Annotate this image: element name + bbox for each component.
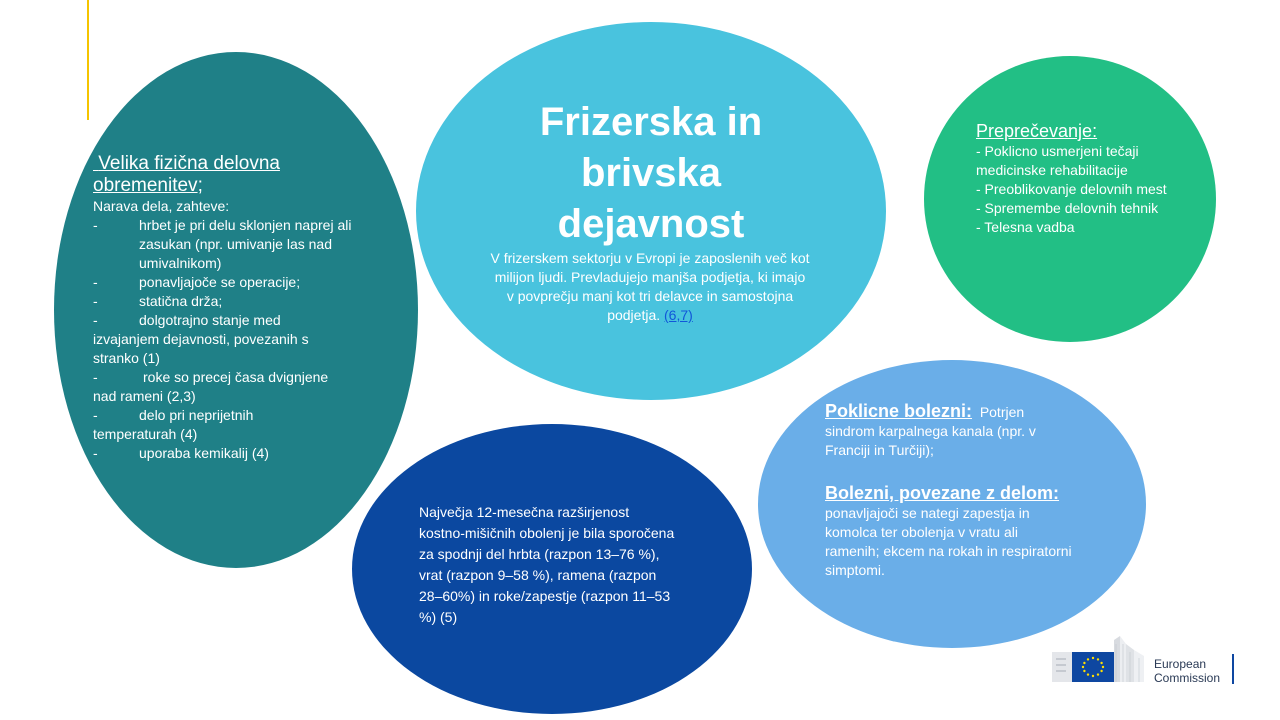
list-item-continued: temperaturah (4): [93, 426, 198, 442]
list-item: - dolgotrajno stanje med: [93, 312, 281, 328]
diseases-text: [825, 400, 1075, 580]
commission-label: European Commission: [1154, 657, 1221, 685]
list-item-continued: izvajanjem dejavnosti, povezanih s stranko (1): [93, 331, 309, 366]
list-item: - statična drža;: [93, 293, 223, 309]
prevention-text: [976, 120, 1176, 237]
list-item: - Spremembe delovnih tehnik: [976, 200, 1159, 216]
list-item: - Preoblikovanje delovnih mest: [976, 181, 1167, 197]
workload-intro: Narava dela, zahteve:: [93, 198, 230, 214]
list-item: - Telesna vadba: [976, 219, 1075, 235]
sector-description: V frizerskem sektorju v Evropi je zaposlenih več kot milijon ljudi. Prevladujejo manjša podjetja, ki imajo v povprečju manj kot tri delavce in samostojna podjetja. (6,7): [490, 250, 810, 323]
work-related-diseases: Bolezni, povezane z delom: ponavljajoči se nategi zapestja in komolca ter obolenja v vratu ali ramenih; ekcem na rokah in respiratorni simptomi.: [825, 483, 1072, 578]
list-item: - hrbet je pri delu sklonjen naprej ali zasukan (npr. umivanje las nad umivalnikom): [93, 217, 352, 271]
prevention-heading: Preprečevanje:: [976, 121, 1098, 141]
list-item: - uporaba kemikalij (4): [93, 445, 269, 461]
european-commission-logo: [1052, 634, 1234, 684]
logo-divider: [1232, 654, 1234, 684]
commission-building-icon: [1052, 634, 1152, 684]
list-item: - delo pri neprijetnih: [93, 407, 254, 423]
occupational-diseases: Poklicne bolezni: Potrjen sindrom karpalnega kanala (npr. v Franciji in Turčiji);: [825, 401, 1036, 458]
workload-text: [93, 153, 353, 463]
prevalence-text: Največja 12-mesečna razširjenost kostno-mišičnih obolenj je bila sporočena za spodnji del hrbta (razpon 13–76 %), vrat (razpon 9–58 %), ramena (razpon 28–60%) in roke/zapestje (razpon 11–53 %) (5): [419, 504, 675, 625]
workload-heading: Velika fizična delovna obremenitev;: [93, 153, 280, 196]
reference-link[interactable]: (6,7): [664, 307, 693, 323]
list-item: - ponavljajoče se operacije;: [93, 274, 301, 290]
list-item: - Poklicno usmerjeni tečaji medicinske rehabilitacije: [976, 143, 1139, 178]
list-item-continued: nad rameni (2,3): [93, 388, 196, 404]
list-item: - roke so precej časa dvignjene: [93, 369, 329, 385]
slide-title: Frizerska in brivska dejavnost: [539, 100, 763, 246]
accent-line: [87, 0, 89, 120]
